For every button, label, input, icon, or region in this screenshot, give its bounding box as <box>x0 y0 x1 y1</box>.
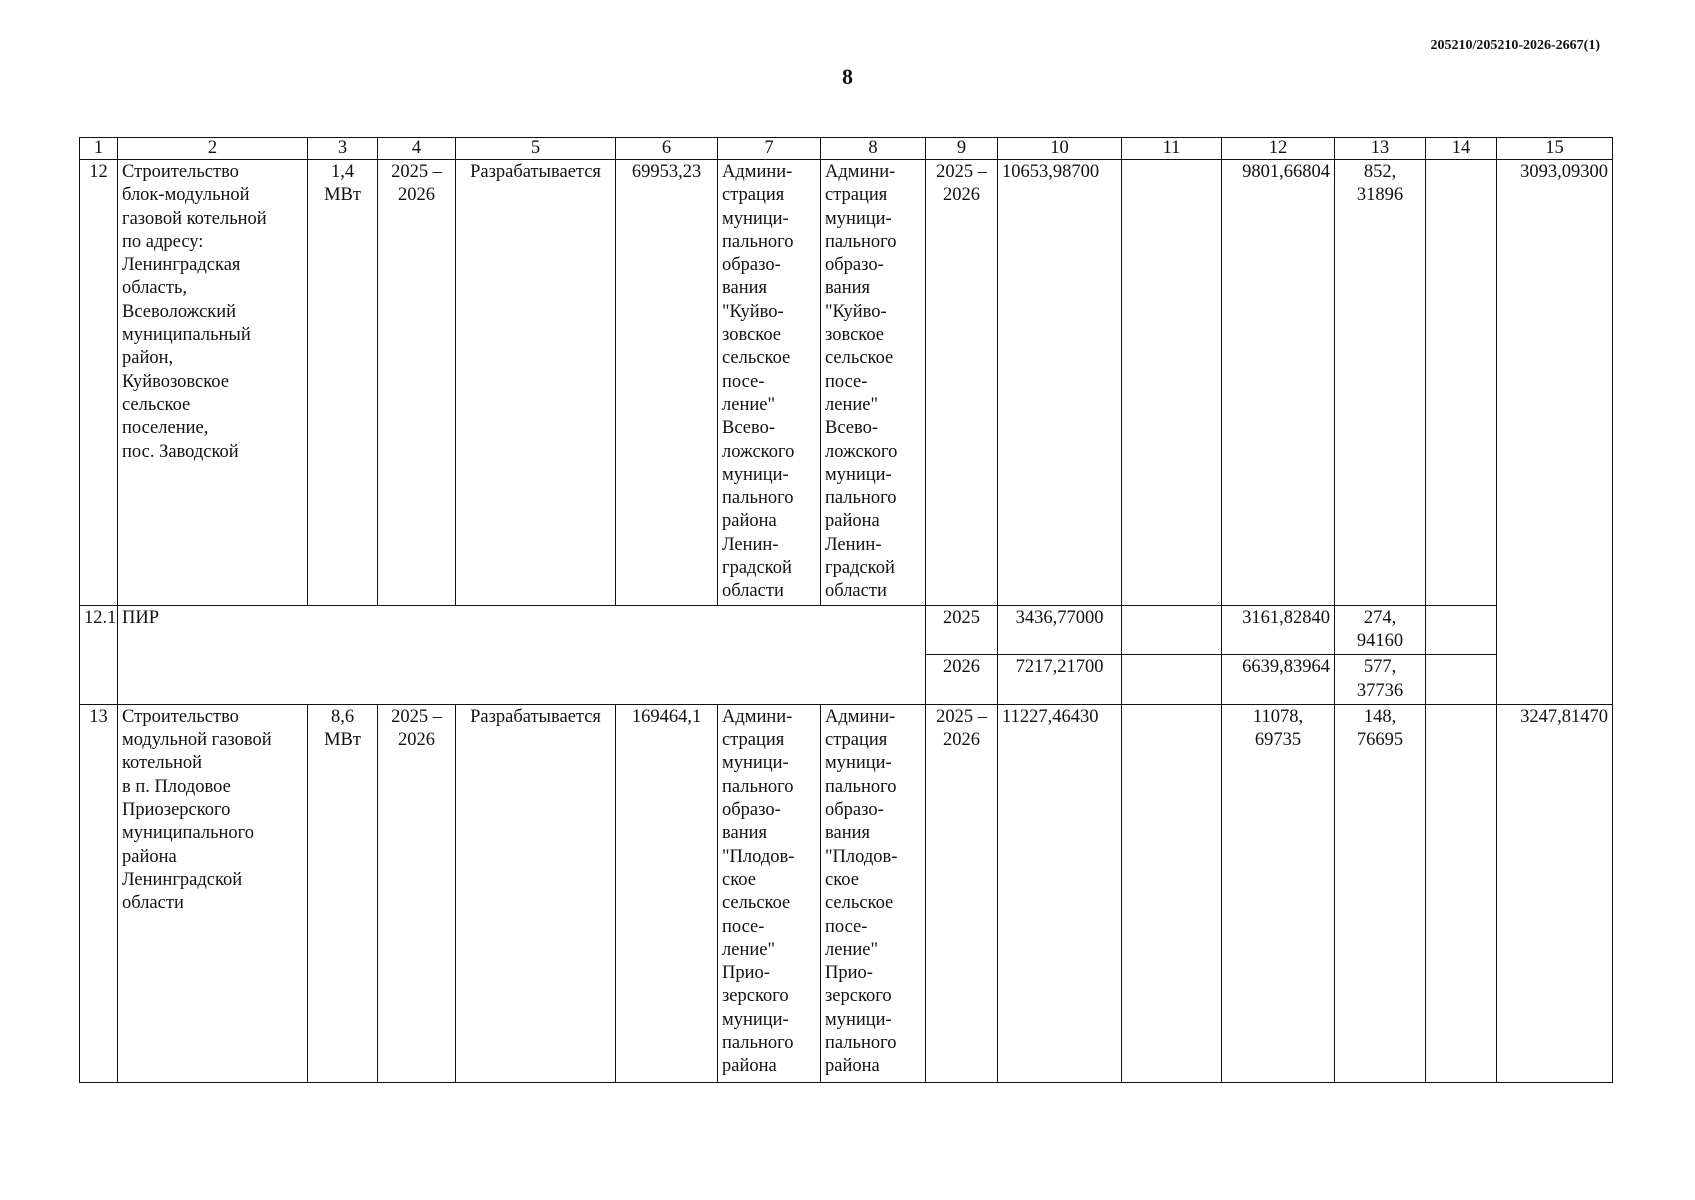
customer <box>718 160 821 606</box>
col-header: 5 <box>456 138 616 160</box>
text-line: сельское <box>122 394 191 415</box>
col-header: 2 <box>118 138 308 160</box>
text-line: 31896 <box>1356 185 1404 206</box>
text-line: "Плодов- <box>722 846 795 867</box>
stage-year: 2025 <box>926 605 998 655</box>
col-header: 4 <box>378 138 456 160</box>
text-line: пального <box>825 776 897 797</box>
text-line: 2026 <box>398 185 435 206</box>
text-line: градской <box>722 558 792 579</box>
table-row-12 <box>80 160 1613 606</box>
col-header: 3 <box>308 138 378 160</box>
header-row <box>80 138 1613 160</box>
text-line: Приозерского <box>122 800 231 821</box>
text-line: "Плодов- <box>825 846 898 867</box>
col-header: 11 <box>1122 138 1222 160</box>
stage-other <box>1426 655 1497 705</box>
text-line: Ленинградская <box>122 255 241 276</box>
text-line: пального <box>722 1032 794 1053</box>
text-line: Строительство <box>122 162 239 182</box>
text-line: Всево- <box>722 418 776 439</box>
text-line: области <box>122 893 184 914</box>
estimated-cost: 169464,1 <box>616 704 718 1082</box>
text-line: вания <box>722 278 768 299</box>
row-number: 12 <box>80 160 118 606</box>
stage-local <box>1335 655 1426 705</box>
text-line: ление" <box>825 939 879 960</box>
text-line: Куйвозовское <box>122 371 229 392</box>
text-line: ское <box>722 869 756 890</box>
text-line: 94160 <box>1356 630 1404 651</box>
col-header: 12 <box>1222 138 1335 160</box>
text-line: поселение, <box>122 418 209 439</box>
local-budget <box>1335 704 1426 1082</box>
other-sources <box>1426 160 1497 606</box>
text-line: пального <box>722 776 794 797</box>
text-line: Всеволожский <box>122 301 237 322</box>
row-number: 12.1 <box>80 605 118 704</box>
text-line: образо- <box>722 800 781 821</box>
document-id: 205210/205210-2026-2667(1) <box>1430 38 1600 53</box>
stage-label: ПИР <box>118 605 926 704</box>
table-row-13 <box>80 704 1613 1082</box>
text-line: 69735 <box>1254 730 1302 751</box>
text-line: "Куйво- <box>722 301 784 322</box>
stage-total: 7217,21700 <box>998 655 1122 705</box>
text-line: Всево- <box>825 418 879 439</box>
text-line: посе- <box>825 371 868 392</box>
column-15-value: 3093,09300 <box>1497 160 1613 705</box>
text-line: 2026 <box>943 185 980 206</box>
text-line: Админи- <box>722 706 793 727</box>
text-line: 2025 – <box>391 162 442 182</box>
text-line: 1,4 <box>330 162 355 182</box>
estimated-cost: 69953,23 <box>616 160 718 606</box>
text-line: муници- <box>825 208 892 229</box>
text-line: Админи- <box>722 162 793 182</box>
text-line: район, <box>122 348 174 369</box>
text-line: сельское <box>722 348 791 369</box>
row-number: 13 <box>80 704 118 1082</box>
developer <box>821 704 926 1082</box>
design-status: Разрабатывается <box>456 704 616 1082</box>
text-line: образо- <box>722 255 781 276</box>
regional-budget: 9801,66804 <box>1222 160 1335 606</box>
col-header: 6 <box>616 138 718 160</box>
financing-years <box>926 704 998 1082</box>
text-line: 274, <box>1363 607 1397 628</box>
text-line: вания <box>825 823 871 844</box>
text-line: района <box>825 511 880 532</box>
text-line: 577, <box>1363 657 1397 678</box>
text-line: 148, <box>1363 706 1397 727</box>
object-name <box>118 160 308 606</box>
text-line: котельной <box>122 753 203 774</box>
text-line: 852, <box>1363 162 1397 182</box>
col-header: 14 <box>1426 138 1497 160</box>
text-line: ложского <box>722 441 795 462</box>
text-line: области <box>722 581 784 602</box>
text-line: сельское <box>825 893 894 914</box>
text-line: муници- <box>825 1009 892 1030</box>
program-table <box>79 137 1613 1083</box>
stage-total: 3436,77000 <box>998 605 1122 655</box>
text-line: ское <box>825 869 859 890</box>
text-line: Админи- <box>825 706 896 727</box>
text-line: области <box>825 581 887 602</box>
stage-regional: 6639,83964 <box>1222 655 1335 705</box>
text-line: МВт <box>324 730 361 751</box>
text-line: Ленин- <box>722 534 779 555</box>
text-line: пального <box>825 231 897 252</box>
design-status: Разрабатывается <box>456 160 616 606</box>
text-line: зерского <box>825 986 892 1007</box>
text-line: Админи- <box>825 162 896 182</box>
stage-local <box>1335 605 1426 655</box>
text-line: страция <box>825 185 888 206</box>
text-line: газовой котельной <box>122 208 267 229</box>
text-line: 76695 <box>1356 730 1404 751</box>
text-line: Строительство <box>122 706 239 727</box>
text-line: 2026 <box>943 730 980 751</box>
text-line: пального <box>825 1032 897 1053</box>
implementation-period <box>378 704 456 1082</box>
text-line: муници- <box>722 753 789 774</box>
text-line: муниципальный <box>122 325 251 346</box>
table-row-12-1 <box>80 605 1613 655</box>
col-header: 13 <box>1335 138 1426 160</box>
text-line: Ленин- <box>825 534 882 555</box>
text-line: муници- <box>825 464 892 485</box>
text-line: блок-модульной <box>122 185 250 206</box>
text-line: муници- <box>722 464 789 485</box>
text-line: посе- <box>722 371 765 392</box>
capacity <box>308 704 378 1082</box>
text-line: Ленинградской <box>122 869 243 890</box>
text-line: района <box>122 846 177 867</box>
text-line: образо- <box>825 800 884 821</box>
text-line: муници- <box>722 208 789 229</box>
text-line: пального <box>722 231 794 252</box>
implementation-period <box>378 160 456 606</box>
customer <box>718 704 821 1082</box>
text-line: 2025 – <box>936 706 987 727</box>
text-line: Прио- <box>722 963 770 984</box>
object-name <box>118 704 308 1082</box>
col-header: 9 <box>926 138 998 160</box>
text-line: зерского <box>722 986 789 1007</box>
text-line: пос. Заводской <box>122 441 239 462</box>
col-header: 1 <box>80 138 118 160</box>
text-line: муници- <box>825 753 892 774</box>
text-line: ление" <box>722 939 776 960</box>
text-line: муниципального <box>122 823 255 844</box>
financing-years <box>926 160 998 606</box>
text-line: пального <box>722 488 794 509</box>
text-line: 8,6 <box>330 706 355 727</box>
capacity <box>308 160 378 606</box>
text-line: ление" <box>722 394 776 415</box>
stage-other <box>1426 605 1497 655</box>
text-line: зовское <box>722 325 782 346</box>
total-financing: 10653,98700 <box>998 160 1122 606</box>
text-line: посе- <box>825 916 868 937</box>
text-line: 37736 <box>1356 680 1404 701</box>
text-line: вания <box>722 823 768 844</box>
text-line: страция <box>722 185 785 206</box>
developer <box>821 160 926 606</box>
col-header: 10 <box>998 138 1122 160</box>
page-number: 8 <box>842 64 853 89</box>
text-line: района <box>722 1056 777 1077</box>
text-line: "Куйво- <box>825 301 887 322</box>
federal-budget <box>1122 160 1222 606</box>
stage-federal <box>1122 605 1222 655</box>
text-line: 2026 <box>398 730 435 751</box>
col-header: 7 <box>718 138 821 160</box>
column-15-value: 3247,81470 <box>1497 704 1613 1082</box>
text-line: 2025 – <box>391 706 442 727</box>
regional-budget <box>1222 704 1335 1082</box>
local-budget <box>1335 160 1426 606</box>
text-line: МВт <box>324 185 361 206</box>
col-header: 8 <box>821 138 926 160</box>
col-header: 15 <box>1497 138 1613 160</box>
text-line: района <box>825 1056 880 1077</box>
text-line: района <box>722 511 777 532</box>
text-line: в п. Плодовое <box>122 776 231 797</box>
text-line: ление" <box>825 394 879 415</box>
text-line: вания <box>825 278 871 299</box>
text-line: сельское <box>825 348 894 369</box>
text-line: по адресу: <box>122 231 204 252</box>
text-line: модульной газовой <box>122 730 272 751</box>
federal-budget <box>1122 704 1222 1082</box>
text-line: образо- <box>825 255 884 276</box>
stage-federal <box>1122 655 1222 705</box>
text-line: страция <box>825 730 888 751</box>
text-line: посе- <box>722 916 765 937</box>
text-line: муници- <box>722 1009 789 1030</box>
text-line: пального <box>825 488 897 509</box>
text-line: Прио- <box>825 963 873 984</box>
other-sources <box>1426 704 1497 1082</box>
stage-regional: 3161,82840 <box>1222 605 1335 655</box>
text-line: ложского <box>825 441 898 462</box>
text-line: страция <box>722 730 785 751</box>
total-financing: 11227,46430 <box>998 704 1122 1082</box>
stage-year: 2026 <box>926 655 998 705</box>
text-line: зовское <box>825 325 885 346</box>
text-line: область, <box>122 278 188 299</box>
text-line: сельское <box>722 893 791 914</box>
text-line: 11078, <box>1252 706 1304 727</box>
text-line: градской <box>825 558 895 579</box>
text-line: 2025 – <box>936 162 987 182</box>
